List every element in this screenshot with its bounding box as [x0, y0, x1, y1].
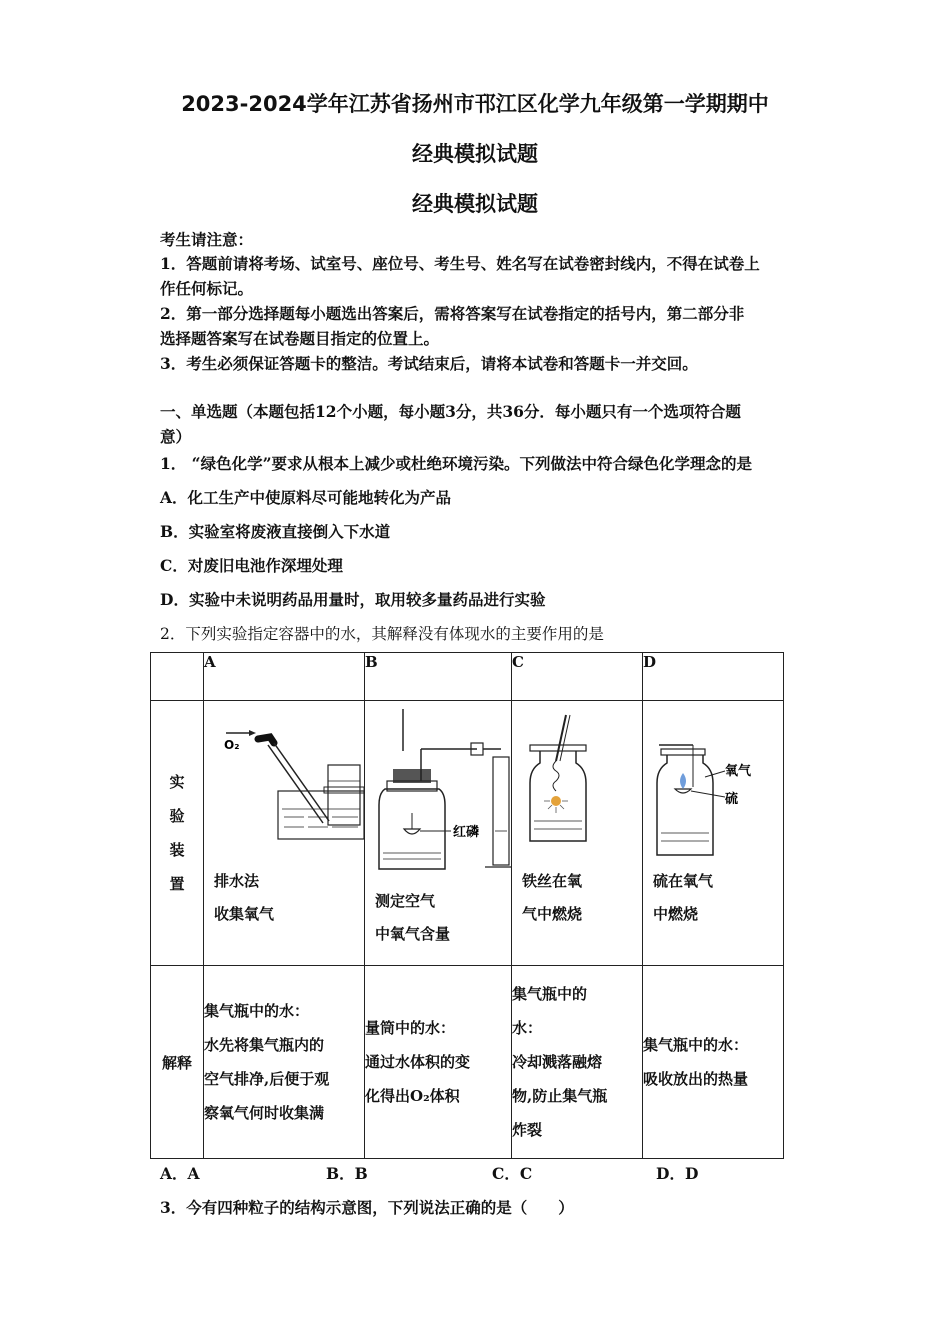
q2-option-a: A．A	[160, 1164, 200, 1183]
caption-line: 铁丝在氧	[522, 872, 583, 890]
sulfur-label: 硫	[725, 792, 739, 807]
explain-d	[643, 966, 784, 1159]
explain-line: 化得出O₂体积	[365, 1087, 460, 1105]
notice-item: 3．考生必须保证答题卡的整洁。考试结束后，请将本试卷和答题卡一并交回。	[160, 354, 698, 373]
col-header-b: B	[365, 653, 512, 701]
explain-line: 通过水体积的变	[365, 1053, 471, 1071]
caption-d	[643, 865, 783, 931]
row-label-char: 验	[169, 807, 185, 825]
caption-line: 中燃烧	[653, 905, 699, 923]
device-cell-d	[643, 701, 784, 966]
explain-line: 集气瓶中的	[512, 985, 588, 1003]
notice-item: 1．答题前请将考场、试室号、座位号、考生号、姓名写在试卷密封线内，不得在试卷上	[160, 254, 760, 273]
sulfur-combustion-diagram	[643, 701, 783, 861]
caption-b	[365, 885, 511, 951]
q1-option-d: D．实验中未说明药品用量时，取用较多量药品进行实验	[160, 590, 546, 609]
drainage-collection-diagram	[204, 701, 364, 861]
explain-line: 吸收放出的热量	[643, 1070, 749, 1088]
caption-a	[204, 865, 364, 931]
caption-c	[512, 865, 642, 931]
caption-line: 中氧气含量	[375, 925, 451, 943]
caption-line: 测定空气	[375, 892, 436, 910]
o2-label: O₂	[224, 738, 240, 752]
exam-title-line1: 2023-2024学年江苏省扬州市邗江区化学九年级第一学期期中	[181, 92, 769, 116]
caption-line: 排水法	[214, 872, 260, 890]
col-header-a: A	[204, 653, 365, 701]
section-heading: 一、单选题（本题包括12个小题，每小题3分，共36分．每小题只有一个选项符合题	[160, 402, 741, 421]
caption-line: 收集氧气	[214, 905, 275, 923]
question-2-stem: 2．下列实验指定容器中的水，其解释没有体现水的主要作用的是	[160, 625, 604, 643]
q1-option-a: A．化工生产中使原料尽可能地转化为产品	[160, 488, 452, 507]
air-oxygen-measurement-diagram	[365, 701, 511, 881]
explain-line: 量筒中的水：	[365, 1019, 456, 1037]
notice-item: 选择题答案写在试卷题目指定的位置上。	[160, 329, 440, 348]
device-cell-c	[512, 701, 643, 966]
q2-option-b: B．B	[326, 1164, 368, 1183]
corner-cell	[151, 653, 204, 701]
caption-line: 气中燃烧	[522, 905, 583, 923]
red-phosphorus-label: 红磷	[453, 825, 480, 840]
question-1-stem: 1． “绿色化学”要求从根本上减少或杜绝环境污染。下列做法中符合绿色化学理念的是	[160, 454, 753, 473]
explain-line: 集气瓶中的水：	[643, 1036, 749, 1054]
question-2-table	[150, 652, 784, 1159]
exam-title-line3: 经典模拟试题	[412, 192, 538, 216]
q2-option-c: C．C	[492, 1164, 533, 1183]
explain-c	[512, 966, 643, 1159]
explain-line: 水先将集气瓶内的	[204, 1036, 325, 1054]
notice-item: 作任何标记。	[160, 279, 254, 298]
row-label-device	[151, 701, 204, 966]
device-cell-b	[365, 701, 512, 966]
oxygen-label: 氧气	[725, 764, 752, 779]
explain-line: 水：	[512, 1019, 543, 1037]
exam-title-line2: 经典模拟试题	[412, 142, 538, 166]
explain-line: 炸裂	[512, 1121, 543, 1139]
row-label-char: 置	[169, 875, 185, 893]
row-label-char: 装	[169, 841, 185, 859]
iron-wire-combustion-diagram	[512, 701, 642, 861]
q1-option-c: C．对废旧电池作深埋处理	[160, 556, 343, 575]
q2-option-d: D．D	[656, 1164, 699, 1183]
notice-item: 2．第一部分选择题每小题选出答案后，需将答案写在试卷指定的括号内，第二部分非	[160, 304, 745, 323]
section-heading-cont: 意）	[160, 427, 192, 446]
device-cell-a	[204, 701, 365, 966]
col-header-c: C	[512, 653, 643, 701]
explain-line: 冷却溅落融熔	[512, 1053, 603, 1071]
notice-heading: 考生请注意：	[160, 230, 254, 249]
caption-line: 硫在氧气	[653, 872, 714, 890]
explain-line: 空气排净,后便于观	[204, 1070, 330, 1088]
explain-line: 物,防止集气瓶	[512, 1087, 608, 1105]
explain-line: 集气瓶中的水：	[204, 1002, 310, 1020]
question-3-stem: 3．今有四种粒子的结构示意图，下列说法正确的是（ ）	[160, 1198, 574, 1217]
explain-a	[204, 966, 365, 1159]
explain-line: 察氧气何时收集满	[204, 1104, 325, 1122]
row-label-char: 实	[169, 773, 185, 791]
q1-option-b: B．实验室将废液直接倒入下水道	[160, 522, 391, 541]
explain-b	[365, 966, 512, 1159]
col-header-d: D	[643, 653, 784, 701]
row-label-explain: 解释	[151, 966, 204, 1159]
